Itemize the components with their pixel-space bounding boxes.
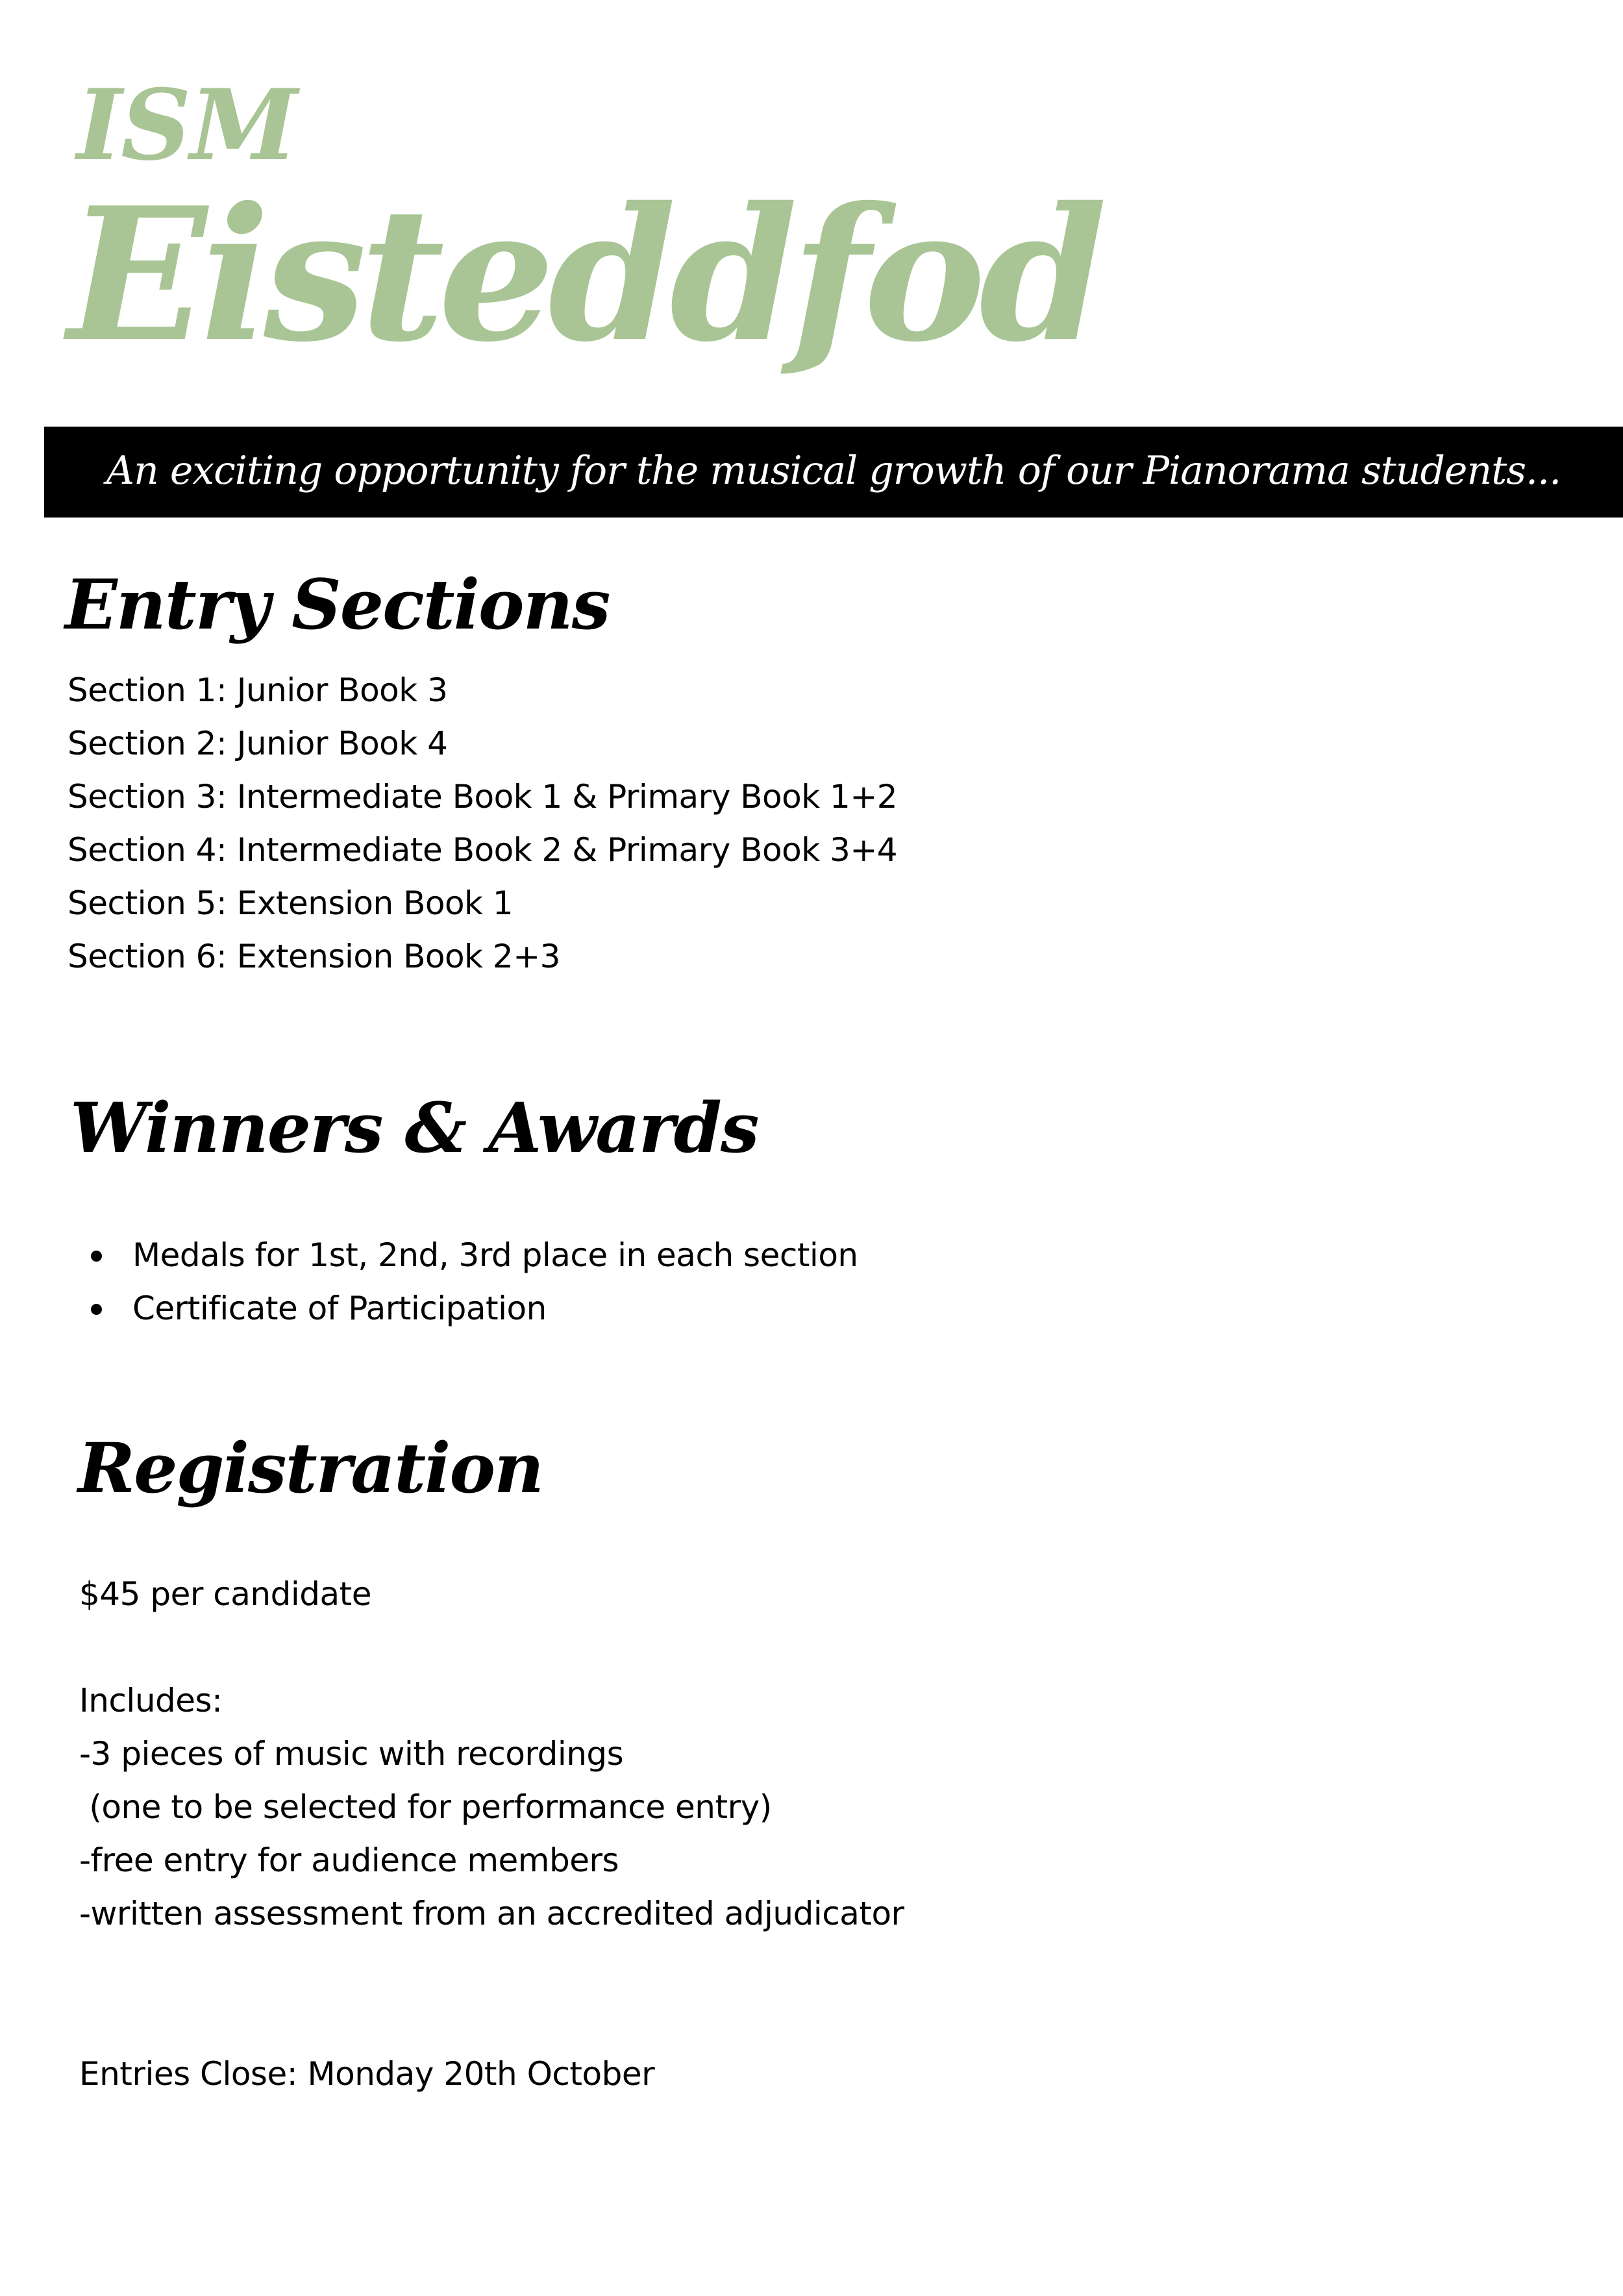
entry-section-item: Section 3: Intermediate Book 1 & Primary Book 1+2 xyxy=(68,778,898,816)
bullet-icon xyxy=(91,1251,102,1262)
entries-close: Entries Close: Monday 20th October xyxy=(79,2055,655,2093)
tagline-banner xyxy=(44,427,1623,518)
entry-section-item: Section 1: Junior Book 3 xyxy=(68,671,448,709)
winners-awards-heading: Winners & Awards xyxy=(70,1087,758,1168)
tagline-text: An exciting opportunity for the musical growth of our Pianorama students... xyxy=(106,448,1561,493)
entry-section-item: Section 2: Junior Book 4 xyxy=(68,725,448,762)
registration-price: $45 per candidate xyxy=(79,1575,371,1613)
award-item-text: Certificate of Participation xyxy=(132,1290,547,1327)
entry-sections-list xyxy=(68,664,897,983)
awards-list xyxy=(91,1229,858,1335)
includes-label: Includes: xyxy=(79,1682,223,1719)
bullet-icon xyxy=(91,1304,102,1315)
includes-item: -3 pieces of music with recordings xyxy=(79,1735,624,1773)
includes-item: (one to be selected for performance entry) xyxy=(79,1788,772,1826)
award-item xyxy=(91,1282,858,1335)
includes-item: -free entry for audience members xyxy=(79,1841,619,1879)
title-ism: ISM xyxy=(77,68,297,182)
award-item xyxy=(91,1229,858,1282)
entry-section-item: Section 6: Extension Book 2+3 xyxy=(68,938,560,975)
entry-section-item: Section 5: Extension Book 1 xyxy=(68,884,514,922)
entry-sections-heading: Entry Sections xyxy=(65,564,610,645)
entry-section-item: Section 4: Intermediate Book 2 & Primary Book 3+4 xyxy=(68,831,898,869)
includes-item: -written assessment from an accredited adjudicator xyxy=(79,1895,904,1932)
registration-includes xyxy=(79,1674,904,1940)
registration-heading: Registration xyxy=(78,1427,543,1508)
title-eisteddfod: Eisteddfod xyxy=(68,167,1101,382)
award-item-text: Medals for 1st, 2nd, 3rd place in each section xyxy=(132,1236,858,1274)
